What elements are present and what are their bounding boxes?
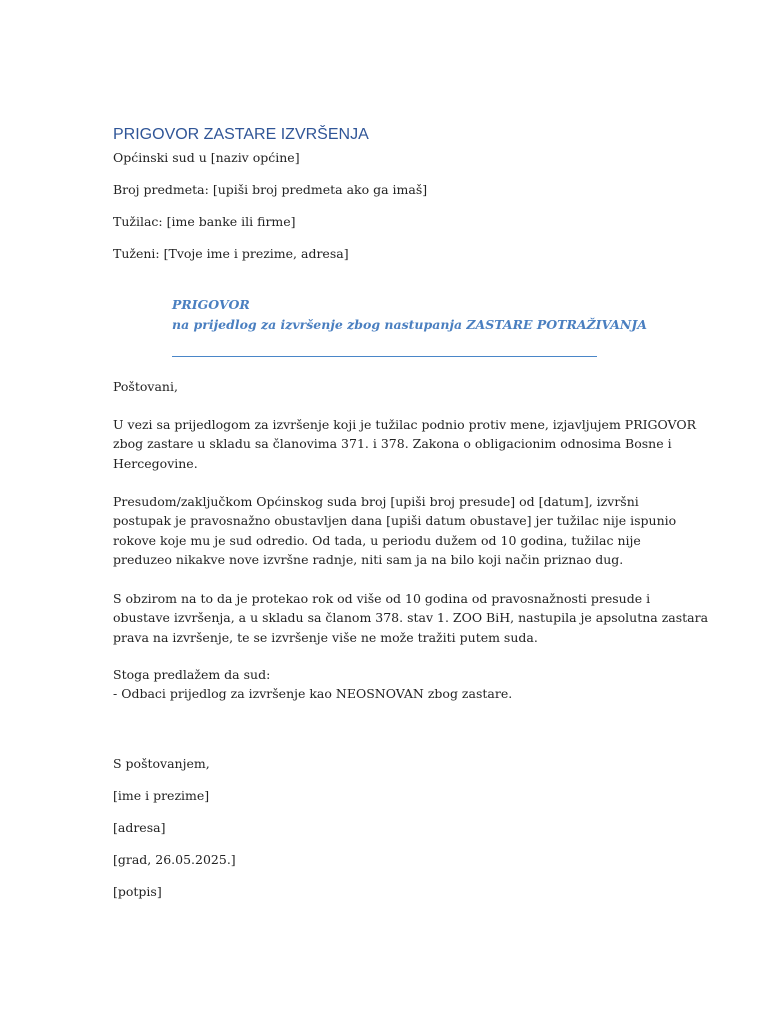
- plaintiff-line: Tužilac: [ime banke ili firme]: [113, 214, 296, 229]
- closing-line: S poštovanjem,: [113, 756, 210, 771]
- paragraph-line: Presudom/zaključkom Općinskog suda broj [upiši broj presude] od [datum], izvršni: [113, 494, 639, 509]
- name-placeholder: [ime i prezime]: [113, 788, 210, 803]
- signature-placeholder: [potpis]: [113, 884, 162, 899]
- paragraph-line: Hercegovine.: [113, 455, 198, 471]
- paragraph-line: preduzeo nikakve nove izvršne radnje, niti sam ja na bilo koji način priznao dug.: [113, 551, 624, 567]
- case-number-line: Broj predmeta: [upiši broj predmeta ako ga imaš]: [113, 182, 428, 197]
- paragraph-line: postupak je pravosnažno obustavljen dana [upiši datum obustave] jer tužilac nije ispunio: [113, 513, 677, 529]
- court-line: Općinski sud u [naziv općine]: [113, 150, 300, 165]
- heading-divider: [172, 356, 597, 357]
- paragraph-line: S obzirom na to da je protekao rok od više od 10 godina od pravosnažnosti presude i: [113, 591, 651, 606]
- document-title: PRIGOVOR ZASTARE IZVRŠENJA: [113, 126, 369, 143]
- paragraph-line: obustave izvršenja, a u skladu sa članom 378. stav 1. ZOO BiH, nastupila je apsolutna zastara: [113, 610, 709, 626]
- paragraph-line: U vezi sa prijedlogom za izvršenje koji je tužilac podnio protiv mene, izjavljujem PRIGOVOR: [113, 417, 697, 432]
- paragraph-line: zbog zastare u skladu sa članovima 371. i 378. Zakona o obligacionim odnosima Bosne i: [113, 436, 672, 452]
- paragraph-line: prava na izvršenje, te se izvršenje više ne može tražiti putem suda.: [113, 629, 538, 645]
- heading-subtitle: na prijedlog za izvršenje zbog nastupanja ZASTARE POTRAŽIVANJA: [172, 317, 647, 332]
- proposal-section: [113, 665, 673, 704]
- paragraph-objection: [113, 415, 697, 473]
- place-date-placeholder: [grad, 26.05.2025.]: [113, 852, 236, 867]
- paragraph-limitation: [113, 589, 709, 647]
- greeting: Poštovani,: [113, 379, 178, 394]
- heading-objection: PRIGOVOR: [172, 297, 250, 312]
- defendant-line: Tuženi: [Tvoje ime i prezime, adresa]: [113, 246, 349, 261]
- paragraph-line: rokove koje mu je sud odredio. Od tada, u periodu dužem od 10 godina, tužilac nije: [113, 532, 641, 548]
- paragraph-judgment: [113, 492, 677, 569]
- proposal-item: - Odbaci prijedlog za izvršenje kao NEOSNOVAN zbog zastare.: [113, 686, 513, 702]
- proposal-intro: Stoga predlažem da sud:: [113, 667, 271, 682]
- address-placeholder: [adresa]: [113, 820, 166, 835]
